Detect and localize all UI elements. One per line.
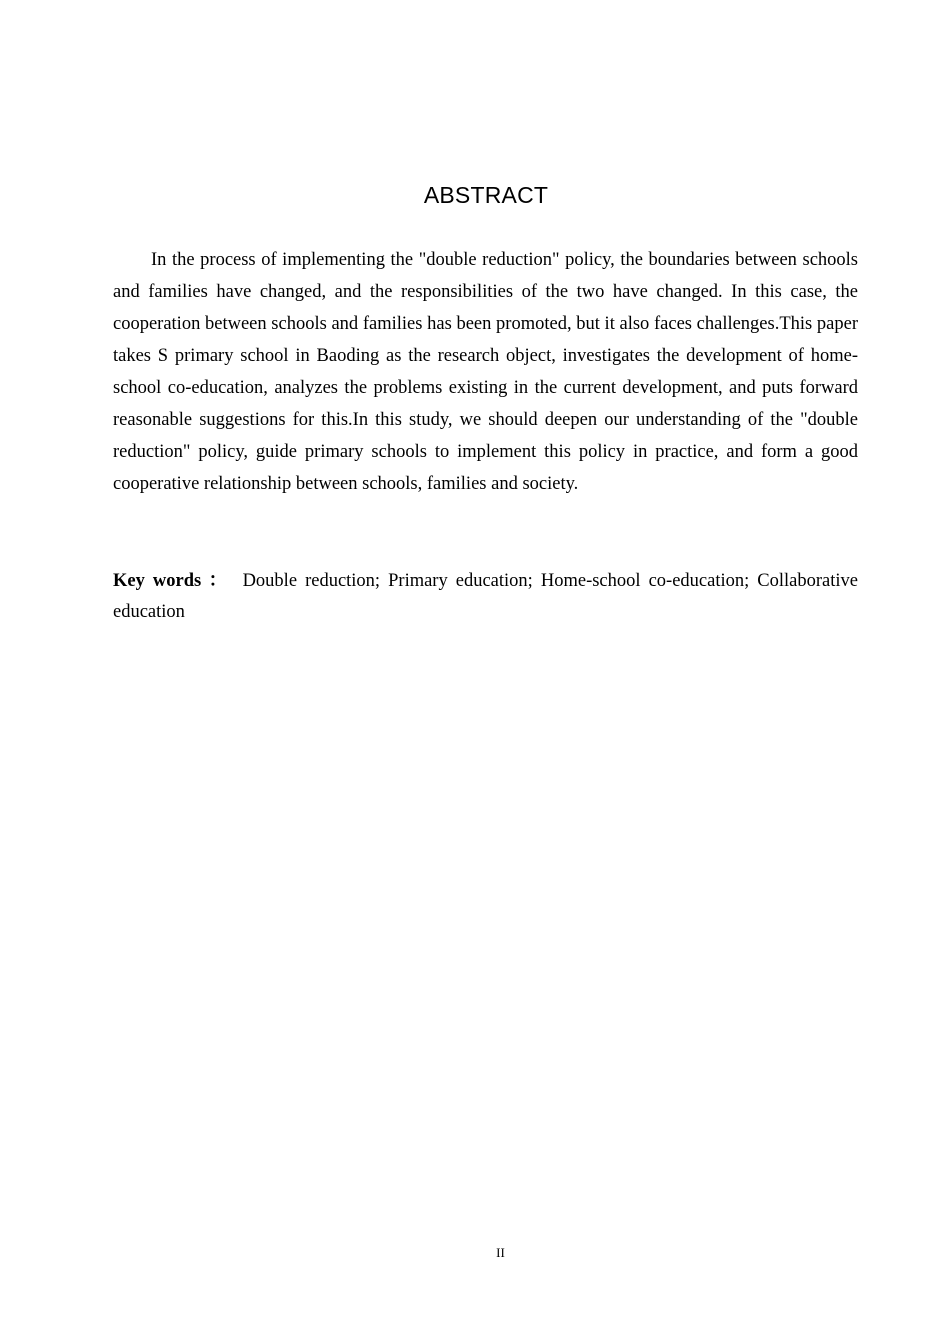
page-number: II: [496, 1245, 505, 1260]
abstract-title: ABSTRACT: [423, 182, 549, 208]
keywords-label: Key words: [113, 571, 202, 591]
keywords-colon: ：: [207, 571, 229, 591]
abstract-body: In the process of implementing the "double reduction" policy, the boundaries between schools and families have changed, and the responsibilities of the two have changed. In this case, the cooperation between schools and families has been promoted, but it also faces challenges.This paper takes S primary school in Baoding as the research object, investigates the development of home-school co-education, analyzes the problems existing in the current development, and puts forward reasonable suggestions for this.In this study, we should deepen our understanding of the "double reduction" policy, guide primary schools to implement this policy in practice, and form a good cooperative relationship between schools, families and society.: [113, 250, 858, 494]
keywords-text: Double reduction; Primary education; Home-school co-education; Collaborative education: [113, 571, 858, 622]
keywords-paragraph: [113, 566, 858, 628]
